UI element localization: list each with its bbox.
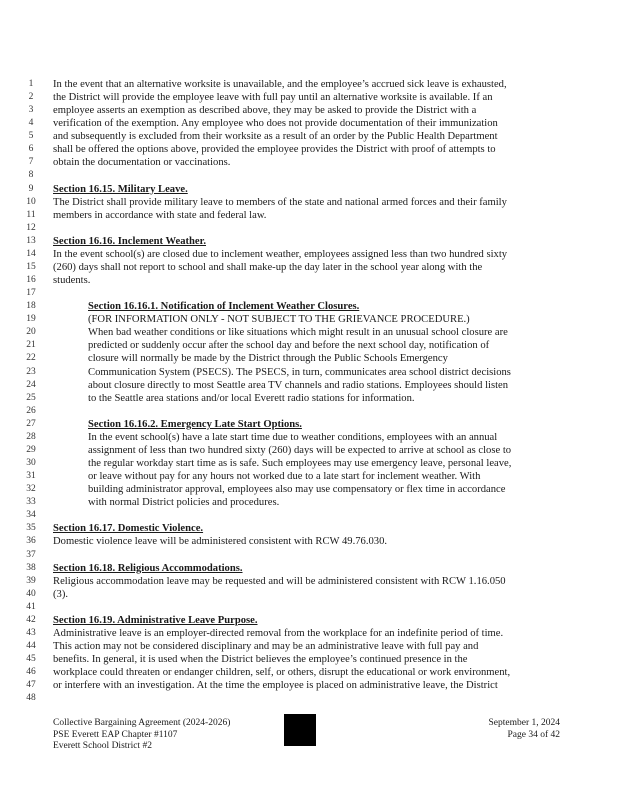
document-line	[0, 117, 618, 130]
line-number: 24	[26, 379, 36, 390]
line-text: obtain the documentation or vaccinations.	[53, 157, 231, 169]
document-line	[0, 418, 618, 431]
document-line	[0, 457, 618, 470]
section-heading: Section 16.16.1. Notification of Inclement Weather Closures.	[88, 301, 360, 313]
line-number: 13	[26, 235, 36, 246]
line-number: 22	[26, 353, 36, 364]
line-number: 7	[28, 157, 34, 168]
document-line	[0, 614, 618, 627]
document-line	[0, 235, 618, 248]
footer-page-number: Page 34 of 42	[507, 729, 560, 740]
line-text: members in accordance with state and federal law.	[53, 209, 267, 221]
line-number: 31	[26, 471, 36, 482]
line-text: (260) days shall not report to school and shall make-up the day later in the school year along with the	[53, 261, 483, 273]
document-line	[0, 692, 618, 705]
line-text: The District shall provide military leave to members of the state and national armed forces and their family	[53, 196, 507, 208]
document-line	[0, 392, 618, 405]
document-line	[0, 601, 618, 614]
footer-agreement-title: Collective Bargaining Agreement (2024-2026)	[53, 718, 231, 728]
line-number: 32	[26, 484, 36, 495]
document-line	[0, 274, 618, 287]
document-line	[0, 143, 618, 156]
section-heading: Section 16.16.2. Emergency Late Start Options.	[88, 418, 302, 430]
document-line	[0, 535, 618, 548]
line-text: assignment of less than two hundred sixty (260) days will be expected to arrive at school as close to	[88, 444, 512, 456]
document-line	[0, 222, 618, 235]
footer-right	[488, 718, 560, 741]
line-number: 43	[26, 627, 36, 638]
document-line	[0, 379, 618, 392]
section-heading: Section 16.15. Military Leave.	[53, 183, 188, 195]
line-text: the District will provide the employee leave with full pay until an alternative worksite is available. If an	[53, 92, 493, 104]
line-number: 33	[26, 497, 36, 508]
section-heading: Section 16.16. Inclement Weather.	[53, 235, 207, 247]
document-line	[0, 209, 618, 222]
document-line	[0, 588, 618, 601]
document-line	[0, 666, 618, 679]
document-line	[0, 91, 618, 104]
line-text: Administrative leave is an employer-directed removal from the workplace for an indefinite period of time.	[53, 627, 504, 639]
document-line	[0, 366, 618, 379]
section-heading: Section 16.17. Domestic Violence.	[53, 523, 204, 535]
line-number: 26	[26, 405, 36, 416]
document-line	[0, 431, 618, 444]
document-line	[0, 653, 618, 666]
line-text: predicted or suddenly occur after the school day and before the next school day, notification of	[88, 340, 490, 352]
line-number: 21	[26, 340, 36, 351]
footer-date: September 1, 2024	[488, 718, 560, 728]
line-number: 18	[26, 301, 36, 312]
line-number: 14	[26, 248, 36, 259]
line-text: students.	[53, 275, 91, 287]
document-line	[0, 562, 618, 575]
line-number: 19	[26, 314, 36, 325]
line-text: or interfere with an investigation. At the time the employee is placed on administrative leave, the District	[53, 680, 498, 692]
line-text: employee asserts an exemption as described above, they may be asked to provide the District with a	[53, 105, 477, 117]
line-number: 17	[26, 288, 36, 299]
line-number: 5	[28, 131, 34, 142]
line-text: shall be offered the options above, provided the employee provides the District with proof of attempts to	[53, 144, 496, 156]
document-line	[0, 287, 618, 300]
line-number: 35	[26, 523, 36, 534]
document-line	[0, 339, 618, 352]
footer-district: Everett School District #2	[53, 741, 152, 751]
line-text: Communication System (PSECS). The PSECS, in turn, communicates area school district decisions	[88, 366, 511, 378]
document-line	[0, 300, 618, 313]
document-line	[0, 326, 618, 339]
line-text: with normal District policies and procedures.	[88, 497, 280, 509]
line-number: 48	[26, 693, 36, 704]
line-number: 9	[28, 183, 34, 194]
line-number: 27	[26, 418, 36, 429]
line-number: 38	[26, 562, 36, 573]
document-line	[0, 104, 618, 117]
line-text: Domestic violence leave will be administered consistent with RCW 49.76.030.	[53, 536, 388, 548]
line-text: When bad weather conditions or like situations which might result in an unusual school closure are	[88, 327, 508, 339]
line-number: 10	[26, 196, 36, 207]
line-number: 1	[28, 79, 34, 89]
section-heading: Section 16.18. Religious Accommodations.	[53, 562, 243, 574]
line-number: 25	[26, 392, 36, 403]
footer-logo-block	[284, 714, 316, 746]
line-number: 41	[26, 601, 36, 612]
line-text: In the event school(s) have a late start time due to weather conditions, employees with an annual	[88, 431, 498, 443]
document-line	[0, 405, 618, 418]
document-line	[0, 509, 618, 522]
line-number: 37	[26, 549, 36, 560]
line-text: workplace could threaten or endanger children, self, or others, disrupt the educational or work environment,	[53, 667, 511, 679]
line-number: 15	[26, 261, 36, 272]
line-number: 47	[26, 680, 36, 691]
line-text: benefits. In general, it is used when the District believes the employee’s continued presence in the	[53, 654, 468, 666]
document-line	[0, 248, 618, 261]
line-number: 29	[26, 444, 36, 455]
line-text: This action may not be considered disciplinary and may be an administrative leave with full pay and	[53, 641, 479, 652]
line-number: 20	[26, 327, 36, 338]
document-line	[0, 444, 618, 457]
document-line	[0, 549, 618, 562]
document-line	[0, 470, 618, 483]
document-line	[0, 261, 618, 274]
footer-chapter: PSE Everett EAP Chapter #1107	[53, 729, 178, 740]
line-text: verification of the exemption. Any employee who does not provide documentation of their immunization	[53, 118, 498, 130]
document-line	[0, 483, 618, 496]
line-text: In the event that an alternative worksite is unavailable, and the employee’s accrued sick leave is exhausted,	[53, 79, 507, 90]
line-number: 12	[26, 222, 36, 233]
line-number: 42	[26, 614, 36, 625]
document-line	[0, 575, 618, 588]
line-number: 4	[28, 118, 34, 129]
line-text: about closure directly to most Seattle area TV channels and radio stations. Employees should listen	[88, 379, 509, 391]
line-number: 6	[28, 144, 34, 155]
line-number: 8	[28, 170, 34, 181]
line-number: 34	[26, 510, 36, 521]
document-line	[0, 496, 618, 509]
document-line	[0, 640, 618, 653]
section-heading: Section 16.19. Administrative Leave Purpose.	[53, 614, 258, 626]
document-line	[0, 196, 618, 209]
line-number: 46	[26, 667, 36, 678]
line-text: (FOR INFORMATION ONLY - NOT SUBJECT TO THE GRIEVANCE PROCEDURE.)	[88, 314, 470, 326]
document-line	[0, 522, 618, 535]
line-number: 3	[28, 105, 34, 116]
document-line	[0, 352, 618, 365]
line-text: closure will normally be made by the District through the Public Schools Emergency	[88, 353, 448, 365]
document-line	[0, 679, 618, 692]
line-text: Religious accommodation leave may be requested and will be administered consistent with RCW 1.16.050	[53, 575, 506, 587]
footer-left	[53, 718, 230, 753]
line-number: 44	[26, 641, 36, 651]
line-text: and subsequently is excluded from their worksite as a result of an order by the Public Health Department	[53, 131, 498, 143]
document-line	[0, 627, 618, 640]
line-number: 16	[26, 275, 36, 286]
line-number: 2	[28, 92, 34, 103]
document-line	[0, 169, 618, 182]
document-line	[0, 156, 618, 169]
line-number: 11	[26, 209, 36, 220]
line-text: to the Seattle area stations and/or local Everett radio stations for information.	[88, 392, 415, 404]
line-text: or leave without pay for any hours not worked due to a late start for inclement weather. With	[88, 471, 481, 483]
document-line	[0, 313, 618, 326]
line-number: 23	[26, 366, 36, 377]
line-number: 30	[26, 458, 36, 469]
line-text: In the event school(s) are closed due to inclement weather, employees assigned less than two hundred sixty	[53, 248, 508, 260]
line-text: building administrator approval, employees also may use compensatory or flex time in accordance	[88, 484, 506, 496]
line-number: 28	[26, 431, 36, 442]
line-number: 39	[26, 575, 36, 586]
line-number: 45	[26, 654, 36, 665]
line-number: 40	[26, 588, 36, 599]
line-number: 36	[26, 536, 36, 547]
line-text: the regular workday start time as is safe. Such employees may use emergency leave, personal leave,	[88, 458, 512, 470]
document-line	[0, 78, 618, 91]
line-text: (3).	[53, 588, 69, 600]
document-line	[0, 183, 618, 196]
document-line	[0, 130, 618, 143]
